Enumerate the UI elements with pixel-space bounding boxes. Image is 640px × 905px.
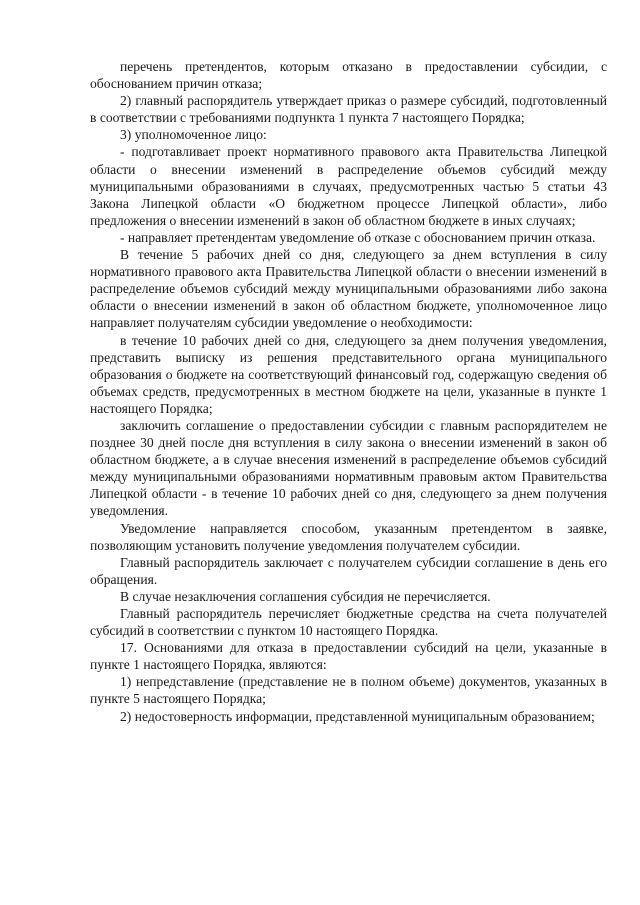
paragraph: 2) главный распорядитель утверждает приказ о размере субсидий, подготовленный в соответствии с требованиями подпункта 1 пункта 7 настоящего Порядка; (90, 93, 607, 126)
paragraph: - направляет претендентам уведомление об отказе с обоснованием причин отказа. (120, 229, 596, 245)
paragraph: 3) уполномоченное лицо: (120, 127, 267, 143)
paragraph: В течение 5 рабочих дней со дня, следующего за днем вступления в силу нормативного правового акта Правительства Липецкой области о внесении изменений в распределение объемов субсидий между муниципальными образованиями либо закона области о внесении изменений в закон об областном бюджете, уполномоченное лицо направляет получателям субсидии уведомление о необходимости: (90, 247, 607, 331)
paragraph: в течение 10 рабочих дней со дня, следующего за днем получения уведомления, представить выписку из решения представительного органа муниципального образования о бюджете на соответствующий финансовый год, содержащую сведения об объемах средств, предусмотренных в местном бюджете на цели, указанные в пункте 1 настоящего Порядка; (90, 332, 607, 416)
paragraph: заключить соглашение о предоставлении субсидии с главным распорядителем не позднее 30 дней после дня вступления в силу закона о внесении изменений в закон об областном бюджете, а в случае внесения изменений в распределение объемов субсидий между муниципальными образованиями нормативным правовым актом Правительства Липецкой области - в течение 10 рабочих дней со дня, следующего за днем получения уведомления. (90, 417, 607, 519)
paragraph: 2) недостоверность информации, представленной муниципальным образованием; (120, 708, 595, 724)
paragraph: Главный распорядитель заключает с получателем субсидии соглашение в день его обращения. (90, 554, 607, 587)
paragraph: перечень претендентов, которым отказано в предоставлении субсидии, с обоснованием причин отказа; (90, 59, 607, 92)
paragraph: 17. Основаниями для отказа в предоставлении субсидий на цели, указанные в пункте 1 настоящего Порядка, являются: (90, 640, 607, 673)
paragraph: В случае незаключения соглашения субсидия не перечисляется. (120, 588, 491, 604)
paragraph: - подготавливает проект нормативного правового акта Правительства Липецкой области о внесении изменений в распределение объемов субсидий между муниципальными образованиями в случаях, предусмотренных частью 5 статьи 43 Закона Липецкой области «О бюджетном процессе Липецкой области», либо предложения о внесении изменений в закон об областном бюджете в иных случаях; (90, 144, 607, 228)
paragraph: 1) непредставление (представление не в полном объеме) документов, указанных в пункте 5 настоящего Порядка; (90, 674, 607, 707)
paragraph: Главный распорядитель перечисляет бюджетные средства на счета получателей субсидий в соответствии с пунктом 10 настоящего Порядка. (90, 606, 607, 639)
paragraph: Уведомление направляется способом, указанным претендентом в заявке, позволяющим установить получение уведомления получателем субсидии. (90, 520, 607, 553)
